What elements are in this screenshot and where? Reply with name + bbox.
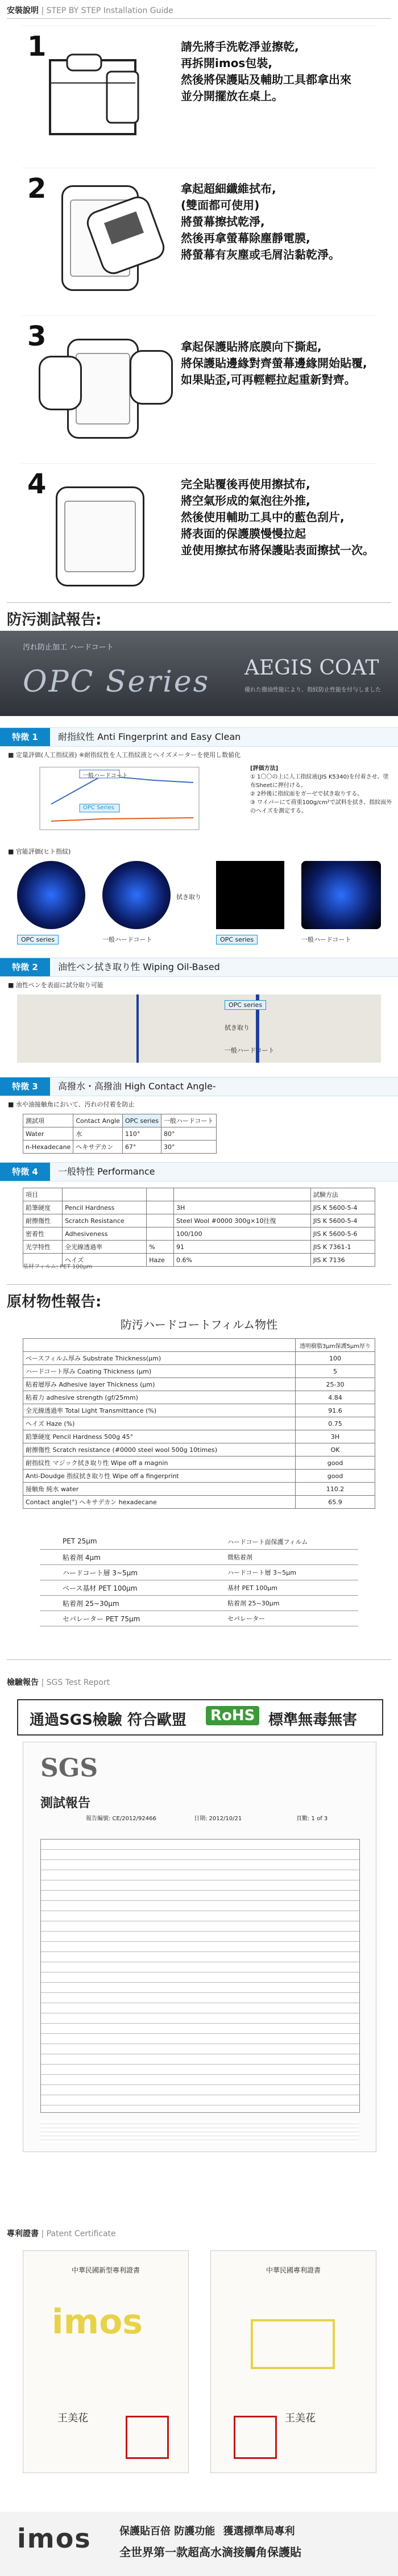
table-cell: JIS K 5600-5-4 <box>310 1201 375 1214</box>
layer-diagram <box>40 1534 358 1626</box>
footer-line1-a: 保護貼百倍 防護功能 <box>119 2525 219 2537</box>
table-cell: 鉛筆硬度 <box>23 1201 63 1214</box>
table-cell: 密着性 <box>23 1227 63 1241</box>
layer-note: 基材 PET 100μm <box>227 1584 278 1592</box>
hand-illustration <box>39 356 82 410</box>
table-cell: Haze <box>147 1254 174 1267</box>
material-subtitle: 防汚ハードコートフィルム物性 <box>120 1318 278 1331</box>
layer-note: セパレーター <box>227 1615 265 1622</box>
patent-section <box>0 2228 398 2495</box>
layer-label: 粘着剤 25~30μm <box>63 1600 119 1608</box>
table-cell: 粘着層厚み Adhesive layer Thickness (μm) <box>23 1378 296 1391</box>
report-date: 日期: 2012/10/21 <box>194 1816 242 1822</box>
patent-header-en: Patent Certificate <box>46 2229 116 2238</box>
fingerprint-image <box>216 861 284 929</box>
cert-signer: 王美花 <box>285 2412 316 2424</box>
feature-tag: 特徵 4 <box>0 1163 50 1181</box>
banner-sub: 汚れ防止加工 ハードコート <box>23 643 114 652</box>
table-header: 一般ハードコート <box>161 1114 216 1127</box>
patent-header: 專利證書 | Patent Certificate <box>7 2229 116 2238</box>
sgs-banner <box>17 1699 383 1736</box>
feature-tag: 特徵 1 <box>0 728 50 746</box>
cert-seal <box>234 2416 277 2459</box>
table-cell: ハードコート厚み Coating Thickness (μm) <box>23 1365 296 1378</box>
patent-cert-left <box>23 2250 189 2473</box>
report-page: 頁數: 1 of 3 <box>296 1816 328 1822</box>
table-cell: 光学特性 <box>23 1241 63 1254</box>
wipe-label: 拭き取り <box>176 893 201 901</box>
step-number: 4 <box>27 468 47 500</box>
feature-title: 耐指紋性 Anti Fingerprint and Easy Clean <box>58 731 241 742</box>
sgs-header-cn: 檢驗報告 <box>7 1678 39 1687</box>
feature-1-row <box>0 727 398 747</box>
table-cell: 91.6 <box>296 1404 375 1417</box>
table-cell: ヘイズ Haze (%) <box>23 1417 296 1430</box>
step-number: 2 <box>27 173 47 205</box>
table-cell: 3H <box>296 1430 375 1443</box>
table-cell: % <box>147 1241 174 1254</box>
f3-note: ■ 水や油接触角において、汚れの付着を防止 <box>8 1101 135 1108</box>
table-cell: Water <box>23 1127 73 1141</box>
table-cell: 100/100 <box>173 1227 310 1241</box>
table-cell: Contact angle(°) ヘキサデカン hexadecane <box>23 1496 296 1509</box>
label-general: 一般ハードコート <box>301 936 351 943</box>
table-header: 測試項 <box>23 1114 73 1127</box>
footer <box>0 2512 398 2576</box>
footer-line1-b: 獲選標準局專利 <box>223 2525 295 2537</box>
table-header: 項目 <box>23 1188 63 1201</box>
table-cell: good <box>296 1470 375 1483</box>
sgs-section <box>0 1671 398 2182</box>
table-cell: 4.84 <box>296 1391 375 1404</box>
material-section <box>0 1290 398 1733</box>
label-opc: OPC series <box>216 935 258 944</box>
layer-note: ハードコート層 3~5μm <box>227 1569 296 1576</box>
label-wipe: 拭き取り <box>225 1024 250 1031</box>
eval-title: [評価方法] <box>250 765 279 772</box>
f1-note: ■ 定量評価(人工指紋液) ※耐指紋性を人工指紋液とヘイズメーターを使用し数値化 <box>8 751 241 759</box>
step-1 <box>22 26 376 150</box>
sgs-banner-text: 通過SGS檢驗 符合歐盟 <box>30 1712 186 1729</box>
table-header: OPC series <box>122 1114 161 1127</box>
table-header: 透明樹脂3μm保護5μm厚り <box>296 1339 375 1352</box>
table-cell: 粘着力 adhesive strength (gf/25mm) <box>23 1391 296 1404</box>
patent-cert-right <box>210 2250 376 2473</box>
layer-label: 粘着剤 4μm <box>63 1554 101 1562</box>
table-cell: 全光線透過率 Total Light Transmittance (%) <box>23 1404 296 1417</box>
cert-seal <box>126 2416 169 2459</box>
step-number: 3 <box>27 321 47 352</box>
fingerprint-image <box>17 861 85 929</box>
layer-note: 微粘着剤 <box>227 1554 252 1561</box>
table-cell: n-Hexadecane <box>23 1141 73 1154</box>
step-3 <box>22 315 376 440</box>
eval-method <box>250 764 392 815</box>
label-opc: OPC series <box>225 1000 266 1010</box>
rohs-badge: RoHS <box>206 1706 259 1725</box>
antifouling-section <box>0 608 398 1364</box>
hand-illustration <box>130 350 173 405</box>
sgs-logo: SGS <box>40 1754 98 1783</box>
table-header: 試験方法 <box>310 1188 375 1201</box>
table-cell: JIS K 7136 <box>310 1254 375 1267</box>
table-cell: Anti-Doudge 指紋拭き取り性 Wipe off a fingerprint <box>23 1470 296 1483</box>
install-header-cn: 安裝說明 <box>7 6 39 15</box>
table-cell: 水 <box>73 1127 123 1141</box>
table-cell: 65.9 <box>296 1496 375 1509</box>
table-cell: OK <box>296 1443 375 1456</box>
table-cell: JIS K 5600-5-6 <box>310 1227 375 1241</box>
report-table <box>40 1839 360 2113</box>
table-cell: 接触角 純水 water <box>23 1483 296 1496</box>
fingerprint-image <box>301 861 381 929</box>
layer-note: ハードコート面保護フィルム <box>227 1538 308 1546</box>
layer-label: セパレーター PET 75μm <box>63 1615 140 1623</box>
table-cell: 3H <box>173 1201 310 1214</box>
footer-logo: imos <box>17 2523 92 2554</box>
contact-angle-table <box>23 1114 217 1154</box>
footer-line1 <box>119 2523 295 2538</box>
report-footer <box>40 2120 359 2143</box>
sgs-report <box>23 1742 376 2152</box>
table-cell: 80° <box>161 1127 216 1141</box>
report-no: 報告編號: CE/2012/92466 <box>86 1816 156 1822</box>
table-cell: JIS K 7361-1 <box>310 1241 375 1254</box>
table-cell: 25-30 <box>296 1378 375 1391</box>
table-cell: 0.75 <box>296 1417 375 1430</box>
pen-test-image <box>17 994 188 1063</box>
layer-label: ベース基材 PET 100μm <box>63 1584 138 1592</box>
table-cell: 耐擦傷性 <box>23 1214 63 1227</box>
eval-line: ① 1〇〇の上に人工指紋液(JIS K5340)を付着させ、塗布Sheetに押付ける。 <box>250 774 389 789</box>
sgs-banner-tail: 標準無毒無害 <box>268 1712 358 1729</box>
feature-3-row <box>0 1077 398 1096</box>
table-cell: 全光線透過率 <box>63 1241 147 1254</box>
performance-table <box>23 1188 375 1267</box>
footer-line2: 全世界第一款超高水滴接觸角保護貼 <box>119 2545 301 2559</box>
feature-tag: 特徵 2 <box>0 958 50 976</box>
step-4 <box>22 463 376 594</box>
step-text: 完全貼覆後再使用擦拭布, 將空氣形成的氣泡往外推, 然後使用輔助工具中的藍色刮片, 將表面的保護膜慢慢拉起 並使用擦拭布將保護貼表面擦拭一次。 <box>181 477 374 557</box>
layer-note: 粘着剤 25~30μm <box>227 1600 280 1607</box>
table-cell: Adhesiveness <box>63 1227 147 1241</box>
material-title: 原材物性報告: <box>7 1293 102 1310</box>
step-text: 請先將手洗乾淨並擦乾, 再拆開imos包裝, 然後將保護貼及輔助工具都拿出來 並分開擺放在桌上。 <box>181 40 351 103</box>
report-title: 測試報告 <box>40 1796 91 1811</box>
eval-line: ② 2秒後に指紋面をガーゼで拭き取りする。 <box>250 791 363 797</box>
cert-signer: 王美花 <box>57 2412 88 2424</box>
feature-4-row <box>0 1162 398 1181</box>
install-header-en: STEP BY STEP Installation Guide <box>46 6 173 15</box>
f1-visual-note: ■ 官能評価(ヒト指紋) <box>8 848 71 855</box>
layer-label: PET 25μm <box>63 1537 97 1545</box>
sgs-header-en: SGS Test Report <box>46 1678 110 1687</box>
table-cell: 91 <box>173 1241 310 1254</box>
table-cell: ヘイズ <box>63 1254 147 1267</box>
feature-title: 一般特性 Performance <box>58 1166 155 1177</box>
table-cell: JIS K 5600-5-4 <box>310 1214 375 1227</box>
f2-note: ■ 油性ペンを表面に試分取り可能 <box>8 981 103 989</box>
chart-legend-a: 一般ハードコート <box>82 773 128 779</box>
table-header: Contact Angle <box>73 1114 123 1127</box>
feature-tag: 特徵 3 <box>0 1077 50 1096</box>
table-cell: 耐指紋性 マジック拭き取り性 Wipe off a magnin <box>23 1456 296 1470</box>
chart-legend-b: OPC Series <box>83 805 114 811</box>
feature-2-row <box>0 958 398 977</box>
table-cell: Steel Wool #0000 300g×10往復 <box>173 1214 310 1227</box>
step-2 <box>22 168 376 292</box>
table-cell: 110.2 <box>296 1483 375 1496</box>
table-cell: Scratch Resistance <box>63 1214 147 1227</box>
table-cell: 耐擦傷性 Scratch resistance (#0000 steel wool 500g 10times) <box>23 1443 296 1456</box>
banner-right: AEGIS COAT <box>244 656 379 680</box>
cert-title: 中華民國專利證書 <box>266 2266 321 2274</box>
table-cell: 110° <box>122 1127 161 1141</box>
step-text: 拿起保護貼將底膜向下撕起, 將保護貼邊緣對齊螢幕邊緣開始貼覆, 如果貼歪,可再輕輕拉起重新對齊。 <box>181 340 367 386</box>
label-general: 一般ハードコート <box>225 1047 275 1054</box>
antifouling-title: 防污測試報告: <box>7 611 102 629</box>
table-cell: Pencil Hardness <box>63 1201 147 1214</box>
cert-title: 中華民國新型專利證書 <box>71 2266 140 2274</box>
cert-imos-logo: imos <box>52 2302 143 2342</box>
banner-right-sub: 優れた撥油性能により、指紋防止性能を付与しました <box>244 687 381 693</box>
install-section <box>0 0 398 705</box>
banner-big: OPC Series <box>23 665 210 699</box>
pen-test-image <box>188 994 381 1063</box>
table-cell: 0.6% <box>173 1254 310 1267</box>
table-cell: 100 <box>296 1352 375 1365</box>
eval-line: ③ ワイパーにて荷重100g/cm²で試料を拭き、指紋面外のヘイズを測定する。 <box>250 800 392 814</box>
material-table <box>23 1338 375 1509</box>
step-number: 1 <box>27 31 47 63</box>
table-cell: good <box>296 1456 375 1470</box>
layer-label: ハードコート層 3~5μm <box>63 1569 138 1577</box>
step-1-illustration <box>44 49 158 145</box>
feature-title: 油性ペン拭き取り性 Wiping Oil-Based <box>58 962 220 972</box>
cert-watermark <box>251 2319 335 2369</box>
fingerprint-image <box>102 861 171 929</box>
step-text: 拿起超細纖維拭布, (雙面都可使用) 將螢幕擦拭乾淨, 然後再拿螢幕除塵靜電膜, 將螢幕有灰塵或毛屑沾黏乾淨。 <box>181 182 340 261</box>
table-cell: 67° <box>122 1141 161 1154</box>
table-cell: 30° <box>161 1141 216 1154</box>
table-footnote: 基材フィルム: PET 100μm <box>23 1264 93 1270</box>
opc-banner <box>0 631 398 716</box>
table-cell: 鉛筆硬度 Pencil Hardness 500g 45° <box>23 1430 296 1443</box>
label-opc: OPC series <box>17 935 59 944</box>
table-cell: 5 <box>296 1365 375 1378</box>
patent-header-cn: 專利證書 <box>7 2229 39 2238</box>
table-cell: ヘキサデカン <box>73 1141 123 1154</box>
install-header: 安裝說明 | STEP BY STEP Installation Guide <box>7 6 173 15</box>
phone-illustration <box>56 486 144 586</box>
sgs-header: 檢驗報告 | SGS Test Report <box>7 1678 110 1687</box>
table-cell: ベースフィルム厚み Substrate Thickness(μm) <box>23 1352 296 1365</box>
label-general: 一般ハードコート <box>102 936 152 943</box>
feature-title: 高撥水・高撥油 High Contact Angle- <box>58 1081 216 1092</box>
